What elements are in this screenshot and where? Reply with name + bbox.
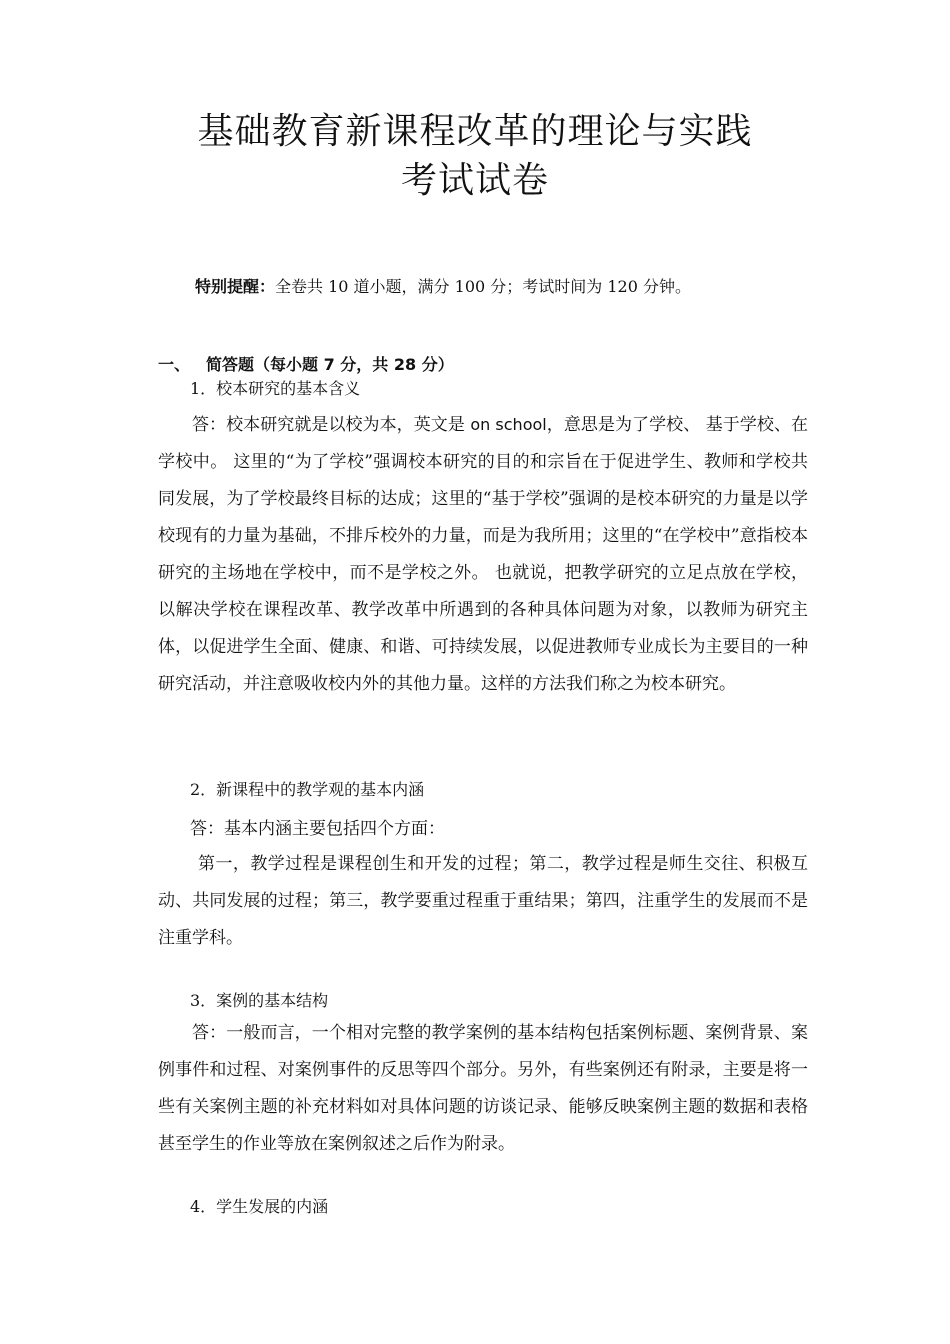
exam-notice [195, 274, 691, 297]
notice-text: 全卷共 10 道小题，满分 100 分；考试时间为 120 分钟。 [275, 277, 691, 296]
question-3-answer: 答：一般而言，一个相对完整的教学案例的基本结构包括案例标题、案例背景、案例事件和过程、对案例事件的反思等四个部分。另外，有些案例还有附录，主要是将一些有关案例主题的补充材料如对具体问题的访谈记录、能够反映案例主题的数据和表格甚至学生的作业等放在案例叙述之后作为附录。 [158, 1023, 808, 1154]
document-subtitle: 考试试卷 [400, 160, 549, 201]
question-1-title: 1．校本研究的基本含义 [190, 379, 361, 398]
question-1-answer [158, 406, 808, 703]
section-title: 简答题（每小题 7 分，共 28 分） [206, 355, 454, 374]
answer-1-text-b: ，意思是为了学校、 基于学校、在学校中。 这里的“为了学校”强调校本研究的目的和宗旨在于促进学生、教师和学校共同发展，为了学校最终目标的达成；这里的“基于学校”强调的是校本研究的力量是以学校现有的力量为基础，不排斥校外的力量，而是为我所用；这里的“在学校中”意指校本研究的主场地在学校中，而不是学校之外。 也就说，把教学研究的立足点放在学校，以解决学校在课程改革、教学改革中所遇到的各种具体问题为对象，以教师为研究主体，以促进学生全面、健康、和谐、可持续发展，以促进教师专业成长为主要目的一种研究活动，并注意吸收校内外的其他力量。这样的方法我们称之为校本研究。 [158, 415, 809, 694]
question-2-title: 2．新课程中的教学观的基本内涵 [190, 780, 425, 799]
question-2-answer: 第一，教学过程是课程创生和开发的过程；第二，教学过程是师生交往、积极互动、共同发展的过程；第三，教学要重过程重于重结果；第四，注重学生的发展而不是注重学科。 [158, 854, 808, 948]
question-4-title: 4．学生发展的内涵 [190, 1197, 329, 1216]
answer-1-english-term: on school [470, 415, 547, 434]
question-3-title: 3．案例的基本结构 [190, 991, 329, 1010]
answer-1-text-a: 答：校本研究就是以校为本，英文是 [192, 415, 471, 435]
question-2-intro: 答：基本内涵主要包括四个方面： [190, 819, 445, 839]
section-heading [158, 352, 454, 375]
document-title: 基础教育新课程改革的理论与实践 [197, 111, 753, 152]
notice-label: 特别提醒： [195, 277, 276, 296]
section-number: 一、 [158, 355, 191, 374]
